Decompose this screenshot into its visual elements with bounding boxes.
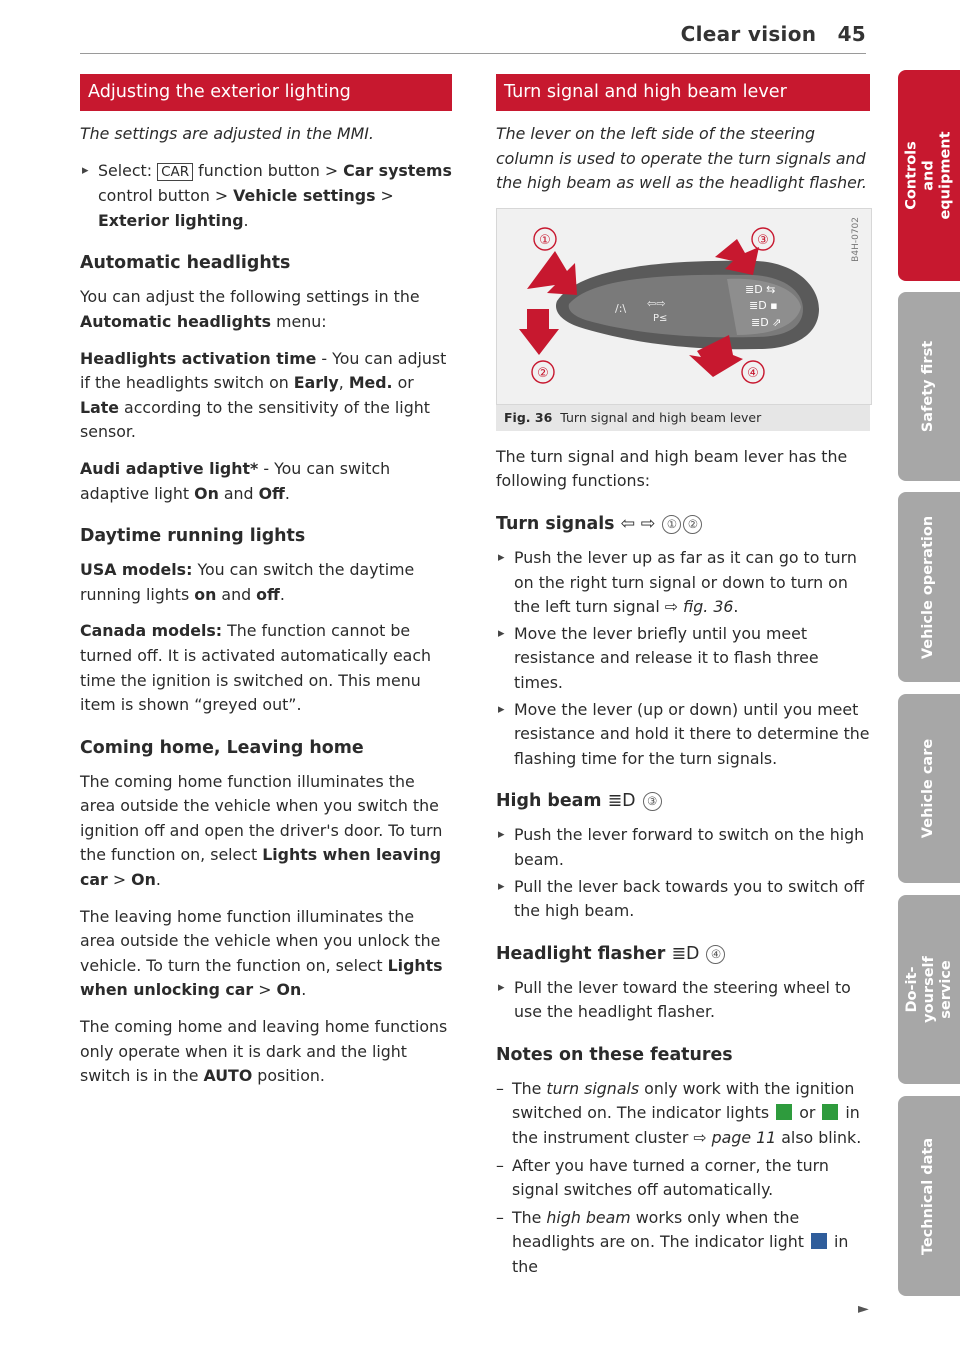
subheading-high-beam: High beam ≣D ③ xyxy=(496,789,870,813)
subheading-coming-home: Coming home, Leaving home xyxy=(80,737,364,758)
figure-turn-signal-lever xyxy=(496,208,872,405)
paragraph: Headlights activation time - You can adjust if the headlights switch on Early, Med. or Late according to the sensitivity of the light sensor. xyxy=(80,348,447,442)
instruction-step: ▸ Select: CAR function button > Car systems control button > Vehicle settings > Exterior lighting. xyxy=(80,159,452,234)
svg-text:/:\: /:\ xyxy=(615,301,627,315)
svg-text:≣D ⇗: ≣D ⇗ xyxy=(751,315,782,329)
note-item: – The turn signals only work with the ignition switched on. The indicator lights or in the instrument cluster ⇨ page 11 also blink. xyxy=(496,1077,870,1151)
figure-caption: Fig. 36 Turn signal and high beam lever xyxy=(496,405,870,431)
figure-reference: ⇨ fig. 36 xyxy=(664,597,734,617)
paragraph: The turn signal and high beam lever has the following functions: xyxy=(496,446,848,491)
arrow-down xyxy=(519,309,559,355)
running-head xyxy=(80,22,866,46)
subheading-automatic-headlights: Automatic headlights xyxy=(80,253,291,274)
subheading-turn-signals: Turn signals ⇦ ⇨ ① ② xyxy=(496,512,870,536)
flasher-symbol: ≣D xyxy=(671,943,700,964)
paragraph: The coming home and leaving home functions only operate when it is dark and the light switch is in the AUTO position. xyxy=(80,1017,448,1086)
note-item: – After you have turned a corner, the turn signal switches off automatically. xyxy=(496,1154,870,1203)
arrow-up-left xyxy=(527,251,577,295)
continued-arrow-icon: ► xyxy=(858,1301,869,1317)
paragraph: The leaving home function illuminates the area outside the vehicle when you unlock the vehicle. To turn the function on, select Lights when unlocking car > On. xyxy=(80,906,443,1000)
lever-illustration xyxy=(497,209,871,404)
section-lead: The settings are adjusted in the MMI. xyxy=(80,124,374,143)
sidebar-tab-vehicle-care[interactable]: Vehicle care xyxy=(898,694,960,883)
paragraph: Canada models: The function cannot be turned off. It is activated automatically each time the ignition is switched on. This menu item is shown “greyed out”. xyxy=(80,621,432,715)
sidebar-tab-controls[interactable]: Controls and equipment xyxy=(898,70,960,281)
subheading-headlight-flasher: Headlight flasher ≣D ④ xyxy=(496,942,870,966)
left-column xyxy=(80,74,452,1101)
subheading-notes: Notes on these features xyxy=(496,1044,733,1065)
instruction-step: ▸ Move the lever (up or down) until you meet resistance and hold it there to determine the flashing time for the turn signals. xyxy=(496,698,870,772)
note-item: – The high beam works only when the headlights are on. The indicator light in the xyxy=(496,1206,870,1280)
section-lead: The lever on the left side of the steering column is used to operate the turn signals and the high beam as well as the headlight flasher. xyxy=(496,124,867,193)
instruction-step: ▸ Pull the lever back towards you to switch off the high beam. xyxy=(496,875,870,924)
svg-text:≣D ▪: ≣D ▪ xyxy=(749,298,778,312)
instruction-step: ▸ Pull the lever toward the steering wheel to use the headlight flasher. xyxy=(496,976,870,1025)
instruction-step: ▸ Move the lever briefly until you meet resistance and release it to flash three times. xyxy=(496,622,870,696)
page-number: 45 xyxy=(837,22,866,46)
turn-right-indicator-icon xyxy=(822,1104,838,1120)
high-beam-indicator-icon xyxy=(811,1233,827,1249)
header-rule xyxy=(80,53,866,54)
paragraph: You can adjust the following settings in the Automatic headlights menu: xyxy=(80,287,420,331)
turn-left-indicator-icon xyxy=(776,1104,792,1120)
turn-signal-symbol: ⇦ ⇨ xyxy=(620,513,656,534)
page-reference: ⇨ page 11 xyxy=(693,1128,777,1148)
right-column xyxy=(496,74,870,1283)
svg-text:②: ② xyxy=(537,365,549,381)
svg-text:④: ④ xyxy=(747,365,759,381)
svg-text:≣D ⇆: ≣D ⇆ xyxy=(745,282,776,296)
chapter-title: Clear vision xyxy=(680,22,817,46)
svg-text:①: ① xyxy=(539,232,551,248)
sidebar-tab-diy-service[interactable]: Do-it-yourself service xyxy=(898,895,960,1084)
svg-text:⇦⇨: ⇦⇨ xyxy=(647,296,666,310)
instruction-step: ▸ Push the lever up as far as it can go to turn on the right turn signal or down to turn on the left turn signal ⇨ fig. 36. xyxy=(496,546,870,620)
high-beam-symbol: ≣D xyxy=(607,791,636,812)
sidebar-tab-technical-data[interactable]: Technical data xyxy=(898,1096,960,1296)
subheading-daytime-running-lights: Daytime running lights xyxy=(80,526,306,547)
car-function-key: CAR xyxy=(157,163,193,181)
section-title-turn-signal-lever: Turn signal and high beam lever xyxy=(496,74,870,111)
paragraph: USA models: You can switch the daytime running lights on and off. xyxy=(80,560,415,604)
sidebar-tab-vehicle-operation[interactable]: Vehicle operation xyxy=(898,492,960,682)
section-title-exterior-lighting: Adjusting the exterior lighting xyxy=(80,74,452,111)
svg-text:③: ③ xyxy=(757,232,769,248)
paragraph: Audi adaptive light* - You can switch adaptive light On and Off. xyxy=(80,458,391,503)
instruction-step: ▸ Push the lever forward to switch on the high beam. xyxy=(496,823,870,872)
sidebar-tab-safety[interactable]: Safety first xyxy=(898,292,960,481)
paragraph: The coming home function illuminates the area outside the vehicle when you switch the ignition off and open the driver's door. To turn the function on, select Lights when leaving car > On. xyxy=(80,771,443,890)
svg-text:P≤: P≤ xyxy=(653,312,668,324)
figure-code: B4H-0702 xyxy=(851,216,862,262)
